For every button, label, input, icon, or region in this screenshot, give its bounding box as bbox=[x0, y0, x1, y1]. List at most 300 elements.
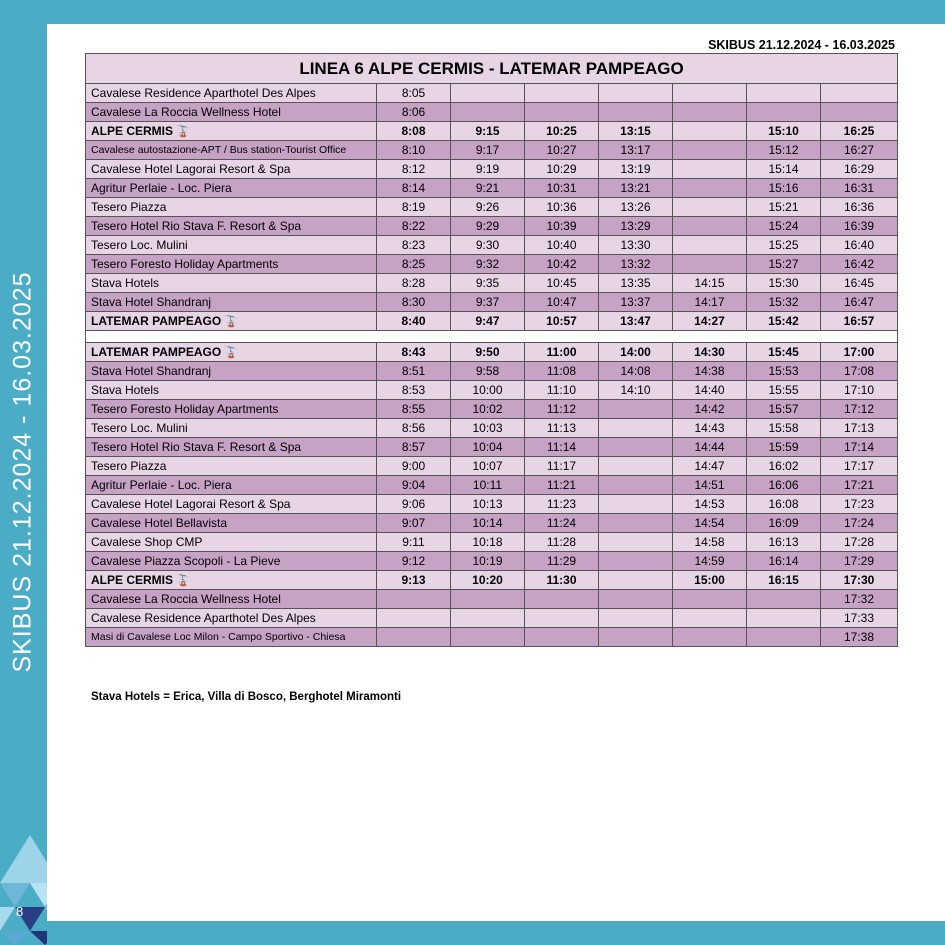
table-row bbox=[86, 476, 898, 495]
time-cell bbox=[673, 217, 747, 236]
stop-name-cell bbox=[86, 495, 377, 514]
time-cell: 14:08 bbox=[599, 362, 673, 381]
time-cell: 15:10 bbox=[747, 122, 821, 141]
time-cell: 9:29 bbox=[451, 217, 525, 236]
time-cell: 11:24 bbox=[525, 514, 599, 533]
time-cell: 16:29 bbox=[821, 160, 898, 179]
table-row bbox=[86, 514, 898, 533]
stop-name: Stava Hotels bbox=[91, 276, 160, 290]
time-cell: 17:00 bbox=[821, 343, 898, 362]
time-cell bbox=[673, 122, 747, 141]
time-cell bbox=[747, 609, 821, 628]
time-cell: 15:16 bbox=[747, 179, 821, 198]
stop-name: LATEMAR PAMPEAGO bbox=[91, 314, 222, 328]
time-cell: 15:32 bbox=[747, 293, 821, 312]
stop-name: Tesero Hotel Rio Stava F. Resort & Spa bbox=[91, 440, 302, 454]
time-cell bbox=[673, 198, 747, 217]
table-row bbox=[86, 236, 898, 255]
time-cell: 9:50 bbox=[451, 343, 525, 362]
time-cell: 11:29 bbox=[525, 552, 599, 571]
time-cell: 14:53 bbox=[673, 495, 747, 514]
time-cell: 14:38 bbox=[673, 362, 747, 381]
stop-name-cell bbox=[86, 438, 377, 457]
table-row bbox=[86, 457, 898, 476]
time-cell: 11:23 bbox=[525, 495, 599, 514]
time-cell bbox=[673, 255, 747, 274]
stop-name-cell bbox=[86, 381, 377, 400]
table-row bbox=[86, 400, 898, 419]
time-cell: 13:47 bbox=[599, 312, 673, 331]
bottom-frame-bar bbox=[0, 921, 945, 945]
table-row bbox=[86, 217, 898, 236]
time-cell bbox=[599, 419, 673, 438]
table-row bbox=[86, 141, 898, 160]
stop-name: Cavalese autostazione-APT / Bus station-Tourist Office bbox=[91, 144, 347, 156]
time-cell: 16:08 bbox=[747, 495, 821, 514]
time-cell bbox=[377, 628, 451, 647]
table-row bbox=[86, 160, 898, 179]
stop-name-cell bbox=[86, 533, 377, 552]
stop-name: Cavalese Residence Aparthotel Des Alpes bbox=[91, 611, 316, 625]
time-cell: 15:55 bbox=[747, 381, 821, 400]
time-cell: 16:13 bbox=[747, 533, 821, 552]
stop-name: Agritur Perlaie - Loc. Piera bbox=[91, 181, 232, 195]
timetable-title: LINEA 6 ALPE CERMIS - LATEMAR PAMPEAGO bbox=[86, 54, 898, 84]
time-cell: 16:45 bbox=[821, 274, 898, 293]
stop-name-cell bbox=[86, 552, 377, 571]
top-frame-bar bbox=[0, 0, 945, 24]
time-cell: 16:06 bbox=[747, 476, 821, 495]
time-cell: 16:31 bbox=[821, 179, 898, 198]
stop-name-cell bbox=[86, 236, 377, 255]
time-cell bbox=[525, 103, 599, 122]
time-cell: 14:43 bbox=[673, 419, 747, 438]
table-row bbox=[86, 312, 898, 331]
time-cell: 15:24 bbox=[747, 217, 821, 236]
time-cell: 10:27 bbox=[525, 141, 599, 160]
time-cell bbox=[747, 103, 821, 122]
time-cell: 13:17 bbox=[599, 141, 673, 160]
time-cell: 14:59 bbox=[673, 552, 747, 571]
timetable-title-row bbox=[86, 54, 898, 84]
time-cell: 17:29 bbox=[821, 552, 898, 571]
stop-name-cell bbox=[86, 590, 377, 609]
time-cell: 10:02 bbox=[451, 400, 525, 419]
time-cell: 9:15 bbox=[451, 122, 525, 141]
time-cell bbox=[599, 84, 673, 103]
time-cell: 14:47 bbox=[673, 457, 747, 476]
time-cell: 10:39 bbox=[525, 217, 599, 236]
table-row bbox=[86, 274, 898, 293]
time-cell: 11:13 bbox=[525, 419, 599, 438]
time-cell: 13:29 bbox=[599, 217, 673, 236]
time-cell: 17:17 bbox=[821, 457, 898, 476]
time-cell: 13:26 bbox=[599, 198, 673, 217]
time-cell: 9:19 bbox=[451, 160, 525, 179]
time-cell: 15:12 bbox=[747, 141, 821, 160]
table-row bbox=[86, 343, 898, 362]
table-row bbox=[86, 122, 898, 141]
time-cell: 10:19 bbox=[451, 552, 525, 571]
table-row bbox=[86, 293, 898, 312]
time-cell: 11:10 bbox=[525, 381, 599, 400]
time-cell: 9:32 bbox=[451, 255, 525, 274]
stop-name-cell bbox=[86, 571, 377, 590]
time-cell: 8:19 bbox=[377, 198, 451, 217]
stop-name: Tesero Loc. Mulini bbox=[91, 421, 188, 435]
time-cell: 13:37 bbox=[599, 293, 673, 312]
stop-name-cell bbox=[86, 362, 377, 381]
stop-name: Stava Hotel Shandranj bbox=[91, 364, 212, 378]
time-cell: 11:08 bbox=[525, 362, 599, 381]
time-cell: 10:31 bbox=[525, 179, 599, 198]
table-row bbox=[86, 628, 898, 647]
time-cell: 17:28 bbox=[821, 533, 898, 552]
time-cell: 14:17 bbox=[673, 293, 747, 312]
table-row bbox=[86, 255, 898, 274]
time-cell: 8:40 bbox=[377, 312, 451, 331]
stop-name: Tesero Piazza bbox=[91, 459, 167, 473]
header-date-range: SKIBUS 21.12.2024 - 16.03.2025 bbox=[708, 38, 895, 52]
time-cell: 15:25 bbox=[747, 236, 821, 255]
time-cell: 8:53 bbox=[377, 381, 451, 400]
stop-name-cell bbox=[86, 217, 377, 236]
stop-name-cell bbox=[86, 84, 377, 103]
time-cell: 9:00 bbox=[377, 457, 451, 476]
stop-name: Stava Hotel Shandranj bbox=[91, 295, 212, 309]
time-cell: 10:47 bbox=[525, 293, 599, 312]
time-cell: 10:45 bbox=[525, 274, 599, 293]
time-cell: 9:06 bbox=[377, 495, 451, 514]
time-cell: 16:02 bbox=[747, 457, 821, 476]
stop-name: Tesero Loc. Mulini bbox=[91, 238, 188, 252]
table-row bbox=[86, 103, 898, 122]
time-cell bbox=[451, 84, 525, 103]
time-cell: 16:39 bbox=[821, 217, 898, 236]
time-cell: 17:14 bbox=[821, 438, 898, 457]
time-cell: 13:19 bbox=[599, 160, 673, 179]
time-cell: 9:26 bbox=[451, 198, 525, 217]
stop-name-cell bbox=[86, 179, 377, 198]
time-cell: 8:30 bbox=[377, 293, 451, 312]
stop-name: Agritur Perlaie - Loc. Piera bbox=[91, 478, 232, 492]
time-cell: 16:42 bbox=[821, 255, 898, 274]
time-cell: 17:38 bbox=[821, 628, 898, 647]
time-cell: 17:10 bbox=[821, 381, 898, 400]
table-row bbox=[86, 84, 898, 103]
time-cell bbox=[599, 590, 673, 609]
table-row bbox=[86, 438, 898, 457]
time-cell: 13:30 bbox=[599, 236, 673, 255]
table-row bbox=[86, 362, 898, 381]
time-cell: 11:30 bbox=[525, 571, 599, 590]
time-cell: 17:08 bbox=[821, 362, 898, 381]
stop-name: ALPE CERMIS bbox=[91, 124, 174, 138]
time-cell: 17:23 bbox=[821, 495, 898, 514]
stop-name-cell bbox=[86, 141, 377, 160]
time-cell bbox=[599, 552, 673, 571]
stop-name: Cavalese La Roccia Wellness Hotel bbox=[91, 105, 281, 119]
time-cell: 8:14 bbox=[377, 179, 451, 198]
time-cell: 10:03 bbox=[451, 419, 525, 438]
stop-name: LATEMAR PAMPEAGO bbox=[91, 345, 222, 359]
time-cell: 14:00 bbox=[599, 343, 673, 362]
stop-name-cell bbox=[86, 514, 377, 533]
stop-name-cell bbox=[86, 293, 377, 312]
time-cell bbox=[599, 476, 673, 495]
time-cell: 11:12 bbox=[525, 400, 599, 419]
time-cell: 15:30 bbox=[747, 274, 821, 293]
time-cell bbox=[599, 438, 673, 457]
time-cell: 10:36 bbox=[525, 198, 599, 217]
stop-name-cell bbox=[86, 160, 377, 179]
time-cell bbox=[747, 84, 821, 103]
time-cell bbox=[821, 84, 898, 103]
time-cell: 10:40 bbox=[525, 236, 599, 255]
stop-name-cell bbox=[86, 122, 377, 141]
stop-name: ALPE CERMIS bbox=[91, 573, 174, 587]
table-row bbox=[86, 381, 898, 400]
time-cell: 8:08 bbox=[377, 122, 451, 141]
time-cell: 10:29 bbox=[525, 160, 599, 179]
stop-name-cell bbox=[86, 343, 377, 362]
time-cell bbox=[599, 533, 673, 552]
table-row bbox=[86, 533, 898, 552]
stop-name: Tesero Foresto Holiday Apartments bbox=[91, 402, 279, 416]
time-cell bbox=[525, 609, 599, 628]
time-cell bbox=[673, 628, 747, 647]
time-cell: 14:27 bbox=[673, 312, 747, 331]
stop-name: Tesero Hotel Rio Stava F. Resort & Spa bbox=[91, 219, 302, 233]
time-cell: 16:27 bbox=[821, 141, 898, 160]
time-cell: 13:15 bbox=[599, 122, 673, 141]
table-row bbox=[86, 552, 898, 571]
time-cell: 8:56 bbox=[377, 419, 451, 438]
table-row bbox=[86, 571, 898, 590]
table-row bbox=[86, 609, 898, 628]
time-cell: 8:43 bbox=[377, 343, 451, 362]
time-cell bbox=[451, 609, 525, 628]
time-cell: 9:13 bbox=[377, 571, 451, 590]
time-cell: 14:30 bbox=[673, 343, 747, 362]
time-cell: 15:14 bbox=[747, 160, 821, 179]
time-cell: 9:30 bbox=[451, 236, 525, 255]
time-cell: 10:04 bbox=[451, 438, 525, 457]
time-cell: 8:06 bbox=[377, 103, 451, 122]
timetable bbox=[85, 53, 898, 647]
gondola-lift-icon: 🚡 bbox=[176, 575, 190, 587]
time-cell bbox=[673, 179, 747, 198]
time-cell: 15:57 bbox=[747, 400, 821, 419]
time-cell: 15:59 bbox=[747, 438, 821, 457]
stop-name-cell bbox=[86, 198, 377, 217]
time-cell: 10:57 bbox=[525, 312, 599, 331]
time-cell bbox=[599, 400, 673, 419]
stop-name: Stava Hotels bbox=[91, 383, 160, 397]
table-row bbox=[86, 495, 898, 514]
stop-name: Cavalese Hotel Lagorai Resort & Spa bbox=[91, 162, 291, 176]
time-cell bbox=[599, 571, 673, 590]
time-cell bbox=[377, 590, 451, 609]
time-cell: 11:21 bbox=[525, 476, 599, 495]
stop-name: Tesero Piazza bbox=[91, 200, 167, 214]
time-cell bbox=[599, 609, 673, 628]
stop-name: Cavalese Shop CMP bbox=[91, 535, 203, 549]
stop-name-cell bbox=[86, 628, 377, 647]
stop-name-cell bbox=[86, 476, 377, 495]
stop-name: Masi di Cavalese Loc Milon - Campo Sportivo - Chiesa bbox=[91, 631, 346, 643]
time-cell: 15:00 bbox=[673, 571, 747, 590]
time-cell: 9:47 bbox=[451, 312, 525, 331]
time-cell: 14:40 bbox=[673, 381, 747, 400]
time-cell bbox=[599, 514, 673, 533]
time-cell: 14:10 bbox=[599, 381, 673, 400]
time-cell bbox=[599, 103, 673, 122]
time-cell: 11:17 bbox=[525, 457, 599, 476]
time-cell: 15:53 bbox=[747, 362, 821, 381]
time-cell: 8:28 bbox=[377, 274, 451, 293]
time-cell: 15:42 bbox=[747, 312, 821, 331]
time-cell bbox=[747, 628, 821, 647]
left-frame-bar bbox=[0, 0, 47, 945]
time-cell: 10:00 bbox=[451, 381, 525, 400]
time-cell: 10:07 bbox=[451, 457, 525, 476]
time-cell: 9:17 bbox=[451, 141, 525, 160]
time-cell: 9:58 bbox=[451, 362, 525, 381]
time-cell: 17:30 bbox=[821, 571, 898, 590]
time-cell bbox=[451, 590, 525, 609]
time-cell: 9:21 bbox=[451, 179, 525, 198]
time-cell bbox=[451, 103, 525, 122]
sidebar-date-text: SKIBUS 21.12.2024 - 16.03.2025 bbox=[8, 271, 37, 673]
table-row bbox=[86, 179, 898, 198]
time-cell: 14:44 bbox=[673, 438, 747, 457]
time-cell: 14:54 bbox=[673, 514, 747, 533]
stop-name: Cavalese Residence Aparthotel Des Alpes bbox=[91, 86, 316, 100]
time-cell bbox=[525, 590, 599, 609]
time-cell bbox=[599, 495, 673, 514]
time-cell: 14:42 bbox=[673, 400, 747, 419]
table-row bbox=[86, 198, 898, 217]
stop-name: Cavalese Hotel Bellavista bbox=[91, 516, 228, 530]
time-cell: 9:11 bbox=[377, 533, 451, 552]
time-cell bbox=[673, 160, 747, 179]
time-cell: 8:22 bbox=[377, 217, 451, 236]
gondola-lift-icon: 🚡 bbox=[224, 316, 238, 328]
footnote: Stava Hotels = Erica, Villa di Bosco, Berghotel Miramonti bbox=[91, 691, 402, 703]
time-cell: 17:32 bbox=[821, 590, 898, 609]
time-cell: 16:36 bbox=[821, 198, 898, 217]
time-cell: 8:55 bbox=[377, 400, 451, 419]
time-cell: 9:35 bbox=[451, 274, 525, 293]
section-gap-row bbox=[86, 331, 898, 343]
stop-name-cell bbox=[86, 274, 377, 293]
time-cell: 13:35 bbox=[599, 274, 673, 293]
time-cell: 15:27 bbox=[747, 255, 821, 274]
page-number: 8 bbox=[16, 904, 24, 919]
time-cell: 10:20 bbox=[451, 571, 525, 590]
time-cell: 8:10 bbox=[377, 141, 451, 160]
time-cell bbox=[377, 609, 451, 628]
time-cell bbox=[673, 236, 747, 255]
time-cell: 9:04 bbox=[377, 476, 451, 495]
time-cell: 13:21 bbox=[599, 179, 673, 198]
time-cell: 16:25 bbox=[821, 122, 898, 141]
table-row bbox=[86, 590, 898, 609]
time-cell: 10:18 bbox=[451, 533, 525, 552]
time-cell bbox=[525, 84, 599, 103]
time-cell: 9:37 bbox=[451, 293, 525, 312]
time-cell: 17:12 bbox=[821, 400, 898, 419]
time-cell bbox=[599, 457, 673, 476]
time-cell: 14:58 bbox=[673, 533, 747, 552]
time-cell: 17:13 bbox=[821, 419, 898, 438]
stop-name-cell bbox=[86, 400, 377, 419]
time-cell: 8:57 bbox=[377, 438, 451, 457]
time-cell: 8:05 bbox=[377, 84, 451, 103]
time-cell: 14:51 bbox=[673, 476, 747, 495]
time-cell: 11:00 bbox=[525, 343, 599, 362]
time-cell: 11:14 bbox=[525, 438, 599, 457]
time-cell bbox=[673, 141, 747, 160]
time-cell: 16:15 bbox=[747, 571, 821, 590]
stop-name-cell bbox=[86, 103, 377, 122]
stop-name: Cavalese Piazza Scopoli - La Pieve bbox=[91, 554, 281, 568]
time-cell: 10:42 bbox=[525, 255, 599, 274]
time-cell: 11:28 bbox=[525, 533, 599, 552]
time-cell: 13:32 bbox=[599, 255, 673, 274]
gondola-lift-icon: 🚡 bbox=[224, 347, 238, 359]
time-cell bbox=[821, 103, 898, 122]
time-cell: 10:13 bbox=[451, 495, 525, 514]
stop-name-cell bbox=[86, 312, 377, 331]
time-cell: 17:33 bbox=[821, 609, 898, 628]
time-cell bbox=[673, 609, 747, 628]
stop-name-cell bbox=[86, 457, 377, 476]
time-cell: 16:40 bbox=[821, 236, 898, 255]
time-cell: 16:57 bbox=[821, 312, 898, 331]
stop-name-cell bbox=[86, 255, 377, 274]
time-cell: 8:12 bbox=[377, 160, 451, 179]
time-cell bbox=[747, 590, 821, 609]
time-cell bbox=[525, 628, 599, 647]
time-cell bbox=[599, 628, 673, 647]
gondola-lift-icon: 🚡 bbox=[176, 126, 190, 138]
time-cell: 15:45 bbox=[747, 343, 821, 362]
time-cell: 8:23 bbox=[377, 236, 451, 255]
time-cell: 16:14 bbox=[747, 552, 821, 571]
time-cell: 16:47 bbox=[821, 293, 898, 312]
time-cell: 10:14 bbox=[451, 514, 525, 533]
time-cell bbox=[673, 84, 747, 103]
time-cell: 10:25 bbox=[525, 122, 599, 141]
time-cell bbox=[673, 103, 747, 122]
time-cell: 17:21 bbox=[821, 476, 898, 495]
time-cell: 14:15 bbox=[673, 274, 747, 293]
time-cell: 15:58 bbox=[747, 419, 821, 438]
stop-name: Cavalese Hotel Lagorai Resort & Spa bbox=[91, 497, 291, 511]
time-cell: 8:51 bbox=[377, 362, 451, 381]
time-cell: 16:09 bbox=[747, 514, 821, 533]
time-cell: 15:21 bbox=[747, 198, 821, 217]
stop-name: Tesero Foresto Holiday Apartments bbox=[91, 257, 279, 271]
triangle-decoration-icon bbox=[0, 835, 47, 945]
time-cell: 9:12 bbox=[377, 552, 451, 571]
time-cell: 8:25 bbox=[377, 255, 451, 274]
stop-name: Cavalese La Roccia Wellness Hotel bbox=[91, 592, 281, 606]
table-row bbox=[86, 419, 898, 438]
time-cell bbox=[673, 590, 747, 609]
